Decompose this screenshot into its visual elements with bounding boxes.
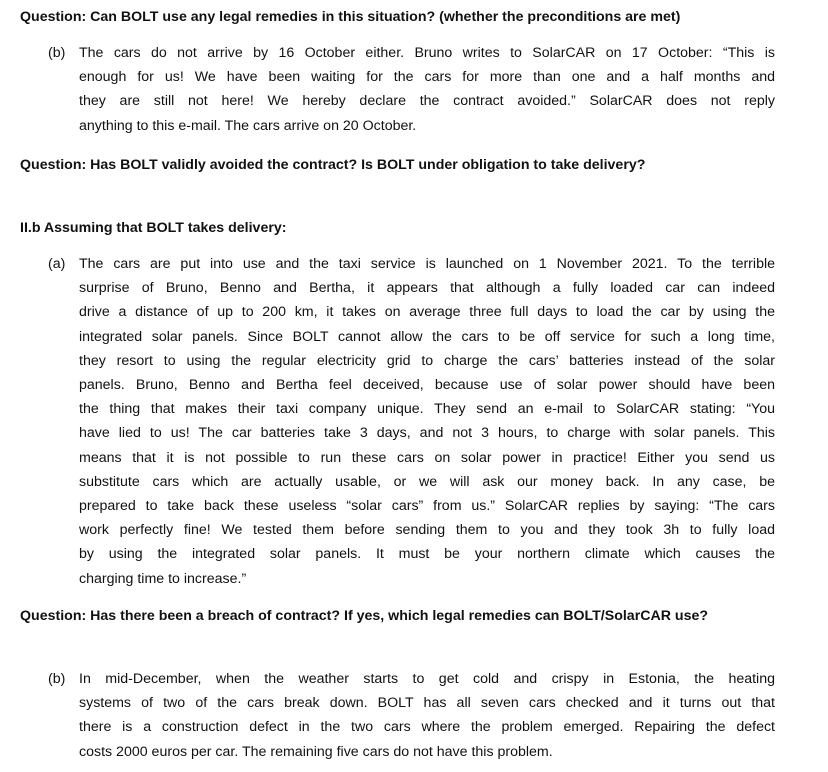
paragraph-line: they are still not here! We hereby declare the contract avoided.” SolarCAR does not reply [79, 93, 775, 110]
paragraph-line: means that it is not possible to run these cars on solar power in practice! Either you send us [79, 449, 775, 466]
question-heading-2: Question: Has BOLT validly avoided the contract? Is BOLT under obligation to take delivery? [20, 157, 646, 173]
item-marker: (a) [48, 256, 66, 272]
list-item-b-first [48, 41, 775, 138]
list-item-a [48, 252, 775, 591]
paragraph-line: surprise of Bruno, Benno and Bertha, it appears that although a fully loaded car can indeed [79, 280, 775, 297]
paragraph-line: drive a distance of up to 200 km, it takes on average three full days to load the car by using the [79, 304, 775, 321]
paragraph-line: charging time to increase.” [79, 570, 247, 587]
paragraph-line: panels. Bruno, Benno and Bertha feel deceived, because use of solar power should have been [79, 377, 775, 394]
item-paragraph [79, 667, 775, 764]
paragraph-line: by using the integrated solar panels. It must be your northern climate which causes the [79, 546, 775, 563]
paragraph-line: there is a construction defect in the two cars where the problem emerged. Repairing the defect [79, 719, 775, 736]
paragraph-line: enough for us! We have been waiting for the cars for more than one and a half months and [79, 69, 775, 86]
paragraph-line: systems of two of the cars break down. BOLT has all seven cars checked and it turns out that [79, 695, 775, 712]
paragraph-line: substitute cars which are actually usable, or we will ask our money back. In any case, be [79, 473, 775, 490]
paragraph-line: prepared to take back these useless “solar cars” from us.” SolarCAR replies by saying: “The cars [79, 498, 775, 515]
paragraph-line: costs 2000 euros per car. The remaining five cars do not have this problem. [79, 743, 553, 760]
paragraph-line: the thing that makes their taxi company unique. They send an e-mail to SolarCAR stating: “You [79, 401, 775, 418]
paragraph-line: The cars do not arrive by 16 October either. Bruno writes to SolarCAR on 17 October: “This is [79, 45, 775, 61]
item-marker: (b) [48, 45, 66, 61]
paragraph-line: integrated solar panels. Since BOLT cannot allow the cars to be off service for such a long time, [79, 328, 775, 345]
item-paragraph [79, 41, 775, 138]
item-paragraph [79, 252, 775, 591]
paragraph-line: work perfectly fine! We tested them before sending them to you and they took 3h to fully load [79, 522, 775, 539]
list-item-b-second [48, 667, 775, 764]
paragraph-line: In mid-December, when the weather starts to get cold and crispy in Estonia, the heating [79, 671, 775, 687]
paragraph-line: they resort to using the regular electricity grid to charge the cars’ batteries instead of the solar [79, 352, 775, 369]
paragraph-line: The cars are put into use and the taxi service is launched on 1 November 2021. To the terrible [79, 256, 775, 272]
question-heading-3: Question: Has there been a breach of contract? If yes, which legal remedies can BOLT/SolarCAR use? [20, 608, 709, 624]
item-marker: (b) [48, 671, 66, 687]
paragraph-line: have lied to us! The car batteries take 3 days, and not 3 hours, to charge with solar panels. This [79, 425, 775, 442]
section-heading: II.b Assuming that BOLT takes delivery: [20, 220, 287, 236]
question-heading-1: Question: Can BOLT use any legal remedies in this situation? (whether the preconditions are met) [20, 9, 681, 25]
paragraph-line: anything to this e-mail. The cars arrive on 20 October. [79, 117, 417, 134]
